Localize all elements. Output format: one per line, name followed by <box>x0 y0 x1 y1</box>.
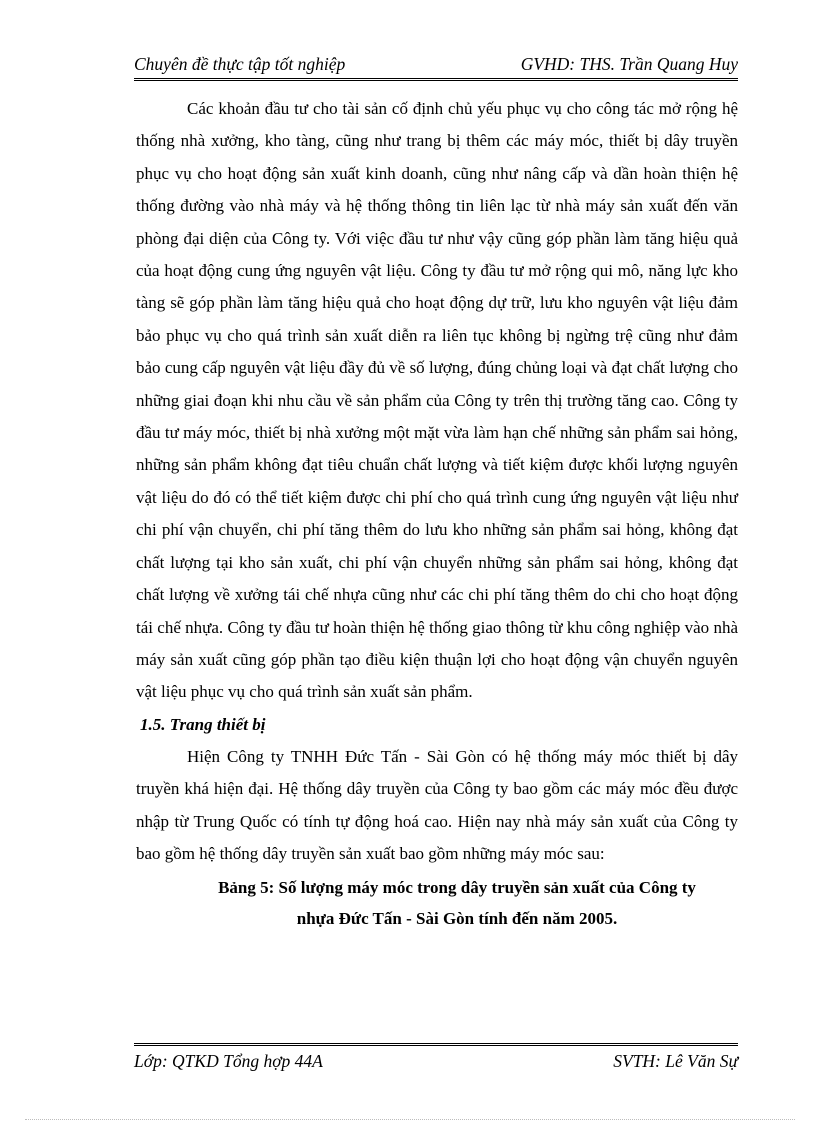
table-caption-line-2: nhựa Đức Tấn - Sài Gòn tính đến năm 2005. <box>296 909 618 929</box>
page-header <box>134 52 738 81</box>
page-footer <box>134 1043 738 1076</box>
footer-student: SVTH: Lê Văn Sự <box>613 1051 738 1071</box>
table-caption <box>136 872 738 934</box>
header-course-title: Chuyên đề thực tập tốt nghiệp <box>134 54 346 74</box>
section-heading: 1.5. Trang thiết bị <box>140 714 266 734</box>
page-body <box>136 93 738 934</box>
body-paragraph: Các khoản đầu tư cho tài sản cố định chủ yếu phục vụ cho công tác mở rộng hệ thống nhà xưởng, kho tàng, cũng như trang bị thêm các máy móc, thiết bị dây truyền phục vụ cho hoạt động sản xuất kinh doanh, cũng như nâng cấp và dần hoàn thiện hệ thống đường vào nhà máy và hệ thống thông tin liên lạc từ nhà máy sản xuất đến văn phòng đại diện của Công ty. Với việc đầu tư như vậy cũng góp phần làm tăng hiệu quả của hoạt động cung ứng nguyên vật liệu. Công ty đầu tư mở rộng qui mô, năng lực kho tàng sẽ góp phần làm tăng hiệu quả cho hoạt động dự trữ, lưu kho nguyên vật liệu đảm bảo phục vụ cho quá trình sản xuất diễn ra liên tục không bị ngừng trệ cũng như đảm bảo cung cấp nguyên vật liệu đầy đủ về số lượng, đúng chủng loại và đạt chất lượng cho những giai đoạn khi nhu cầu về sản phẩm của Công ty trên thị trường tăng cao. Công ty đầu tư máy móc, thiết bị nhà xưởng một mặt vừa làm hạn chế những sản phẩm sai hỏng, những sản phẩm không đạt tiêu chuẩn chất lượng và tiết kiệm được khối lượng nguyên vật liệu do đó có thể tiết kiệm được chi phí cho quá trình cung ứng nguyên vật liệu như chi phí vận chuyển, chi phí tăng thêm do lưu kho những sản phẩm sai hỏng, không đạt chất lượng tại kho sản xuất, chi phí vận chuyển những sản phẩm sai hỏng, không đạt chất lượng về xưởng tái chế nhựa cũng như các chi phí tăng thêm do chi cho hoạt động tái chế nhựa. Công ty đầu tư hoàn thiện hệ thống giao thông từ khu công nghiệp vào nhà máy sản xuất cũng góp phần tạo điều kiện thuận lợi cho hoạt động vận chuyển nguyên vật liệu phục vụ cho quá trình sản xuất sản phẩm. <box>136 99 738 702</box>
table-caption-line-1: Bảng 5: Số lượng máy móc trong dây truyền sản xuất của Công ty <box>218 878 696 898</box>
footer-class: Lớp: QTKD Tổng hợp 44A <box>134 1051 323 1071</box>
body-paragraph: Hiện Công ty TNHH Đức Tấn - Sài Gòn có hệ thống máy móc thiết bị dây truyền khá hiện đại. Hệ thống dây truyền của Công ty bao gồm các máy móc đều được nhập từ Trung Quốc có tính tự động hoá cao. Hiện nay nhà máy sản xuất của Công ty bao gồm hệ thống dây truyền sản xuất bao gồm những máy móc sau: <box>136 746 738 863</box>
page-break-divider <box>25 1119 795 1120</box>
header-supervisor: GVHD: THS. Trần Quang Huy <box>520 54 738 74</box>
